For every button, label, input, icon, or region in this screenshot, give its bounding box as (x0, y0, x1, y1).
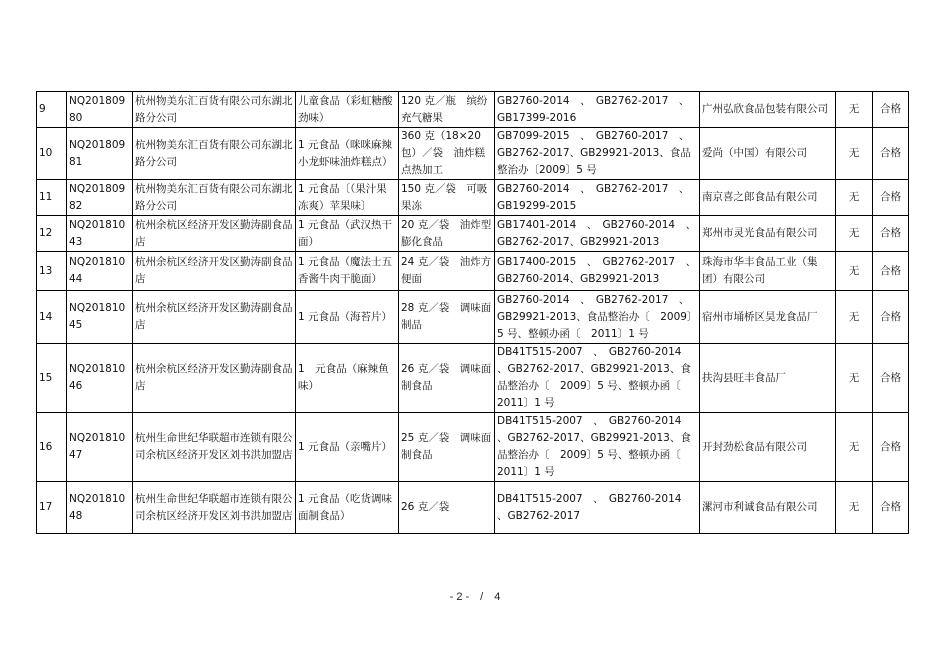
product-name-cell: 1 元食品（麻辣鱼味） (296, 344, 399, 413)
result-verdict-cell: 合格 (873, 413, 909, 482)
table-row (37, 92, 909, 128)
test-standards-cell: GB17400-2015 、 GB2762-2017 、GB2760-2014、GB29921-2013 (495, 252, 700, 291)
table-row (37, 128, 909, 180)
spec-category-cell: 28 克／袋 调味面制品 (399, 291, 495, 344)
inspection-results-table (36, 91, 909, 534)
row-index-cell: 16 (37, 413, 67, 482)
result-verdict-cell: 合格 (873, 252, 909, 291)
result-verdict-cell: 合格 (873, 291, 909, 344)
test-standards-cell: DB41T515-2007 、 GB2760-2014 、GB2762-2017、GB29921-2013、食品整治办〔 2009〕5 号、整顿办函〔 2011〕1 号 (495, 413, 700, 482)
sample-id-cell: NQ20181045 (67, 291, 133, 344)
test-standards-cell: GB2760-2014 、 GB2762-2017 、GB29921-2013、食品整治办〔 2009〕5 号、整顿办函〔 2011〕1 号 (495, 291, 700, 344)
spec-category-cell: 150 克／袋 可吸果冻 (399, 180, 495, 216)
vendor-name-cell: 杭州物美东汇百货有限公司东湖北路分公司 (133, 128, 296, 180)
vendor-name-cell: 杭州余杭区经济开发区勤涛副食品店 (133, 291, 296, 344)
product-name-cell: 1 元食品〔（果汁果冻爽）苹果味〕 (296, 180, 399, 216)
test-standards-cell: DB41T515-2007 、 GB2760-2014 、GB2762-2017、GB29921-2013、食品整治办〔 2009〕5 号、整顿办函〔 2011〕1 号 (495, 344, 700, 413)
nonconforming-items-cell: 无 (836, 482, 873, 534)
spec-category-cell: 25 克／袋 调味面制食品 (399, 413, 495, 482)
product-name-cell: 1 元食品（魔法士五香酱牛肉干脆面） (296, 252, 399, 291)
result-verdict-cell: 合格 (873, 216, 909, 252)
table-row (37, 180, 909, 216)
sample-id-cell: NQ20181044 (67, 252, 133, 291)
manufacturer-cell: 漯河市利诚食品有限公司 (700, 482, 836, 534)
table-row (37, 482, 909, 534)
product-name-cell: 1 元食品（武汉热干面） (296, 216, 399, 252)
table-row (37, 413, 909, 482)
row-index-cell: 14 (37, 291, 67, 344)
vendor-name-cell: 杭州余杭区经济开发区勤涛副食品店 (133, 252, 296, 291)
result-verdict-cell: 合格 (873, 344, 909, 413)
vendor-name-cell: 杭州生命世纪华联超市连锁有限公司余杭区经济开发区刘书洪加盟店 (133, 413, 296, 482)
sample-id-cell: NQ20181048 (67, 482, 133, 534)
spec-category-cell: 360 克（18×20 包）／袋 油炸糕点热加工 (399, 128, 495, 180)
spec-category-cell: 26 克／袋 调味面制食品 (399, 344, 495, 413)
product-name-cell: 儿童食品（彩虹糖酸劲味） (296, 92, 399, 128)
result-verdict-cell: 合格 (873, 180, 909, 216)
manufacturer-cell: 扶沟县旺丰食品厂 (700, 344, 836, 413)
spec-category-cell: 120 克／瓶 缤纷充气糖果 (399, 92, 495, 128)
spec-category-cell: 24 克／袋 油炸方便面 (399, 252, 495, 291)
sample-id-cell: NQ20181046 (67, 344, 133, 413)
nonconforming-items-cell: 无 (836, 128, 873, 180)
table-row (37, 344, 909, 413)
vendor-name-cell: 杭州物美东汇百货有限公司东湖北路分公司 (133, 92, 296, 128)
nonconforming-items-cell: 无 (836, 180, 873, 216)
vendor-name-cell: 杭州物美东汇百货有限公司东湖北路分公司 (133, 180, 296, 216)
sample-id-cell: NQ20180982 (67, 180, 133, 216)
page-footer: - 2 - / 4 (449, 591, 501, 603)
product-name-cell: 1 元食品（亲嘴片） (296, 413, 399, 482)
table-row (37, 216, 909, 252)
manufacturer-cell: 开封劲松食品有限公司 (700, 413, 836, 482)
table-row (37, 252, 909, 291)
vendor-name-cell: 杭州余杭区经济开发区勤涛副食品店 (133, 216, 296, 252)
sample-id-cell: NQ20180981 (67, 128, 133, 180)
row-index-cell: 9 (37, 92, 67, 128)
result-verdict-cell: 合格 (873, 92, 909, 128)
row-index-cell: 12 (37, 216, 67, 252)
result-verdict-cell: 合格 (873, 482, 909, 534)
nonconforming-items-cell: 无 (836, 216, 873, 252)
row-index-cell: 10 (37, 128, 67, 180)
table-row (37, 291, 909, 344)
nonconforming-items-cell: 无 (836, 344, 873, 413)
sample-id-cell: NQ20180980 (67, 92, 133, 128)
product-name-cell: 1 元食品（咪咪麻辣小龙虾味油炸糕点） (296, 128, 399, 180)
manufacturer-cell: 爱尚（中国）有限公司 (700, 128, 836, 180)
manufacturer-cell: 宿州市埇桥区昊龙食品厂 (700, 291, 836, 344)
vendor-name-cell: 杭州生命世纪华联超市连锁有限公司余杭区经济开发区刘书洪加盟店 (133, 482, 296, 534)
product-name-cell: 1 元食品（海苔片） (296, 291, 399, 344)
nonconforming-items-cell: 无 (836, 92, 873, 128)
manufacturer-cell: 广州弘欣食品包装有限公司 (700, 92, 836, 128)
manufacturer-cell: 郑州市灵光食品有限公司 (700, 216, 836, 252)
test-standards-cell: GB17401-2014 、 GB2760-2014 、GB2762-2017、GB29921-2013 (495, 216, 700, 252)
row-index-cell: 15 (37, 344, 67, 413)
test-standards-cell: GB7099-2015 、 GB2760-2017 、GB2762-2017、GB29921-2013、食品整治办〔2009〕5 号 (495, 128, 700, 180)
spec-category-cell: 26 克／袋 (399, 482, 495, 534)
test-standards-cell: DB41T515-2007 、 GB2760-2014 、GB2762-2017 (495, 482, 700, 534)
product-name-cell: 1 元食品（吃货调味面制食品） (296, 482, 399, 534)
vendor-name-cell: 杭州余杭区经济开发区勤涛副食品店 (133, 344, 296, 413)
test-standards-cell: GB2760-2014 、 GB2762-2017 、GB19299-2015 (495, 180, 700, 216)
test-standards-cell: GB2760-2014 、 GB2762-2017 、GB17399-2016 (495, 92, 700, 128)
nonconforming-items-cell: 无 (836, 252, 873, 291)
manufacturer-cell: 南京喜之郎食品有限公司 (700, 180, 836, 216)
nonconforming-items-cell: 无 (836, 413, 873, 482)
row-index-cell: 17 (37, 482, 67, 534)
nonconforming-items-cell: 无 (836, 291, 873, 344)
manufacturer-cell: 珠海市华丰食品工业（集团）有限公司 (700, 252, 836, 291)
row-index-cell: 11 (37, 180, 67, 216)
result-verdict-cell: 合格 (873, 128, 909, 180)
sample-id-cell: NQ20181043 (67, 216, 133, 252)
sample-id-cell: NQ20181047 (67, 413, 133, 482)
spec-category-cell: 20 克／袋 油炸型膨化食品 (399, 216, 495, 252)
row-index-cell: 13 (37, 252, 67, 291)
